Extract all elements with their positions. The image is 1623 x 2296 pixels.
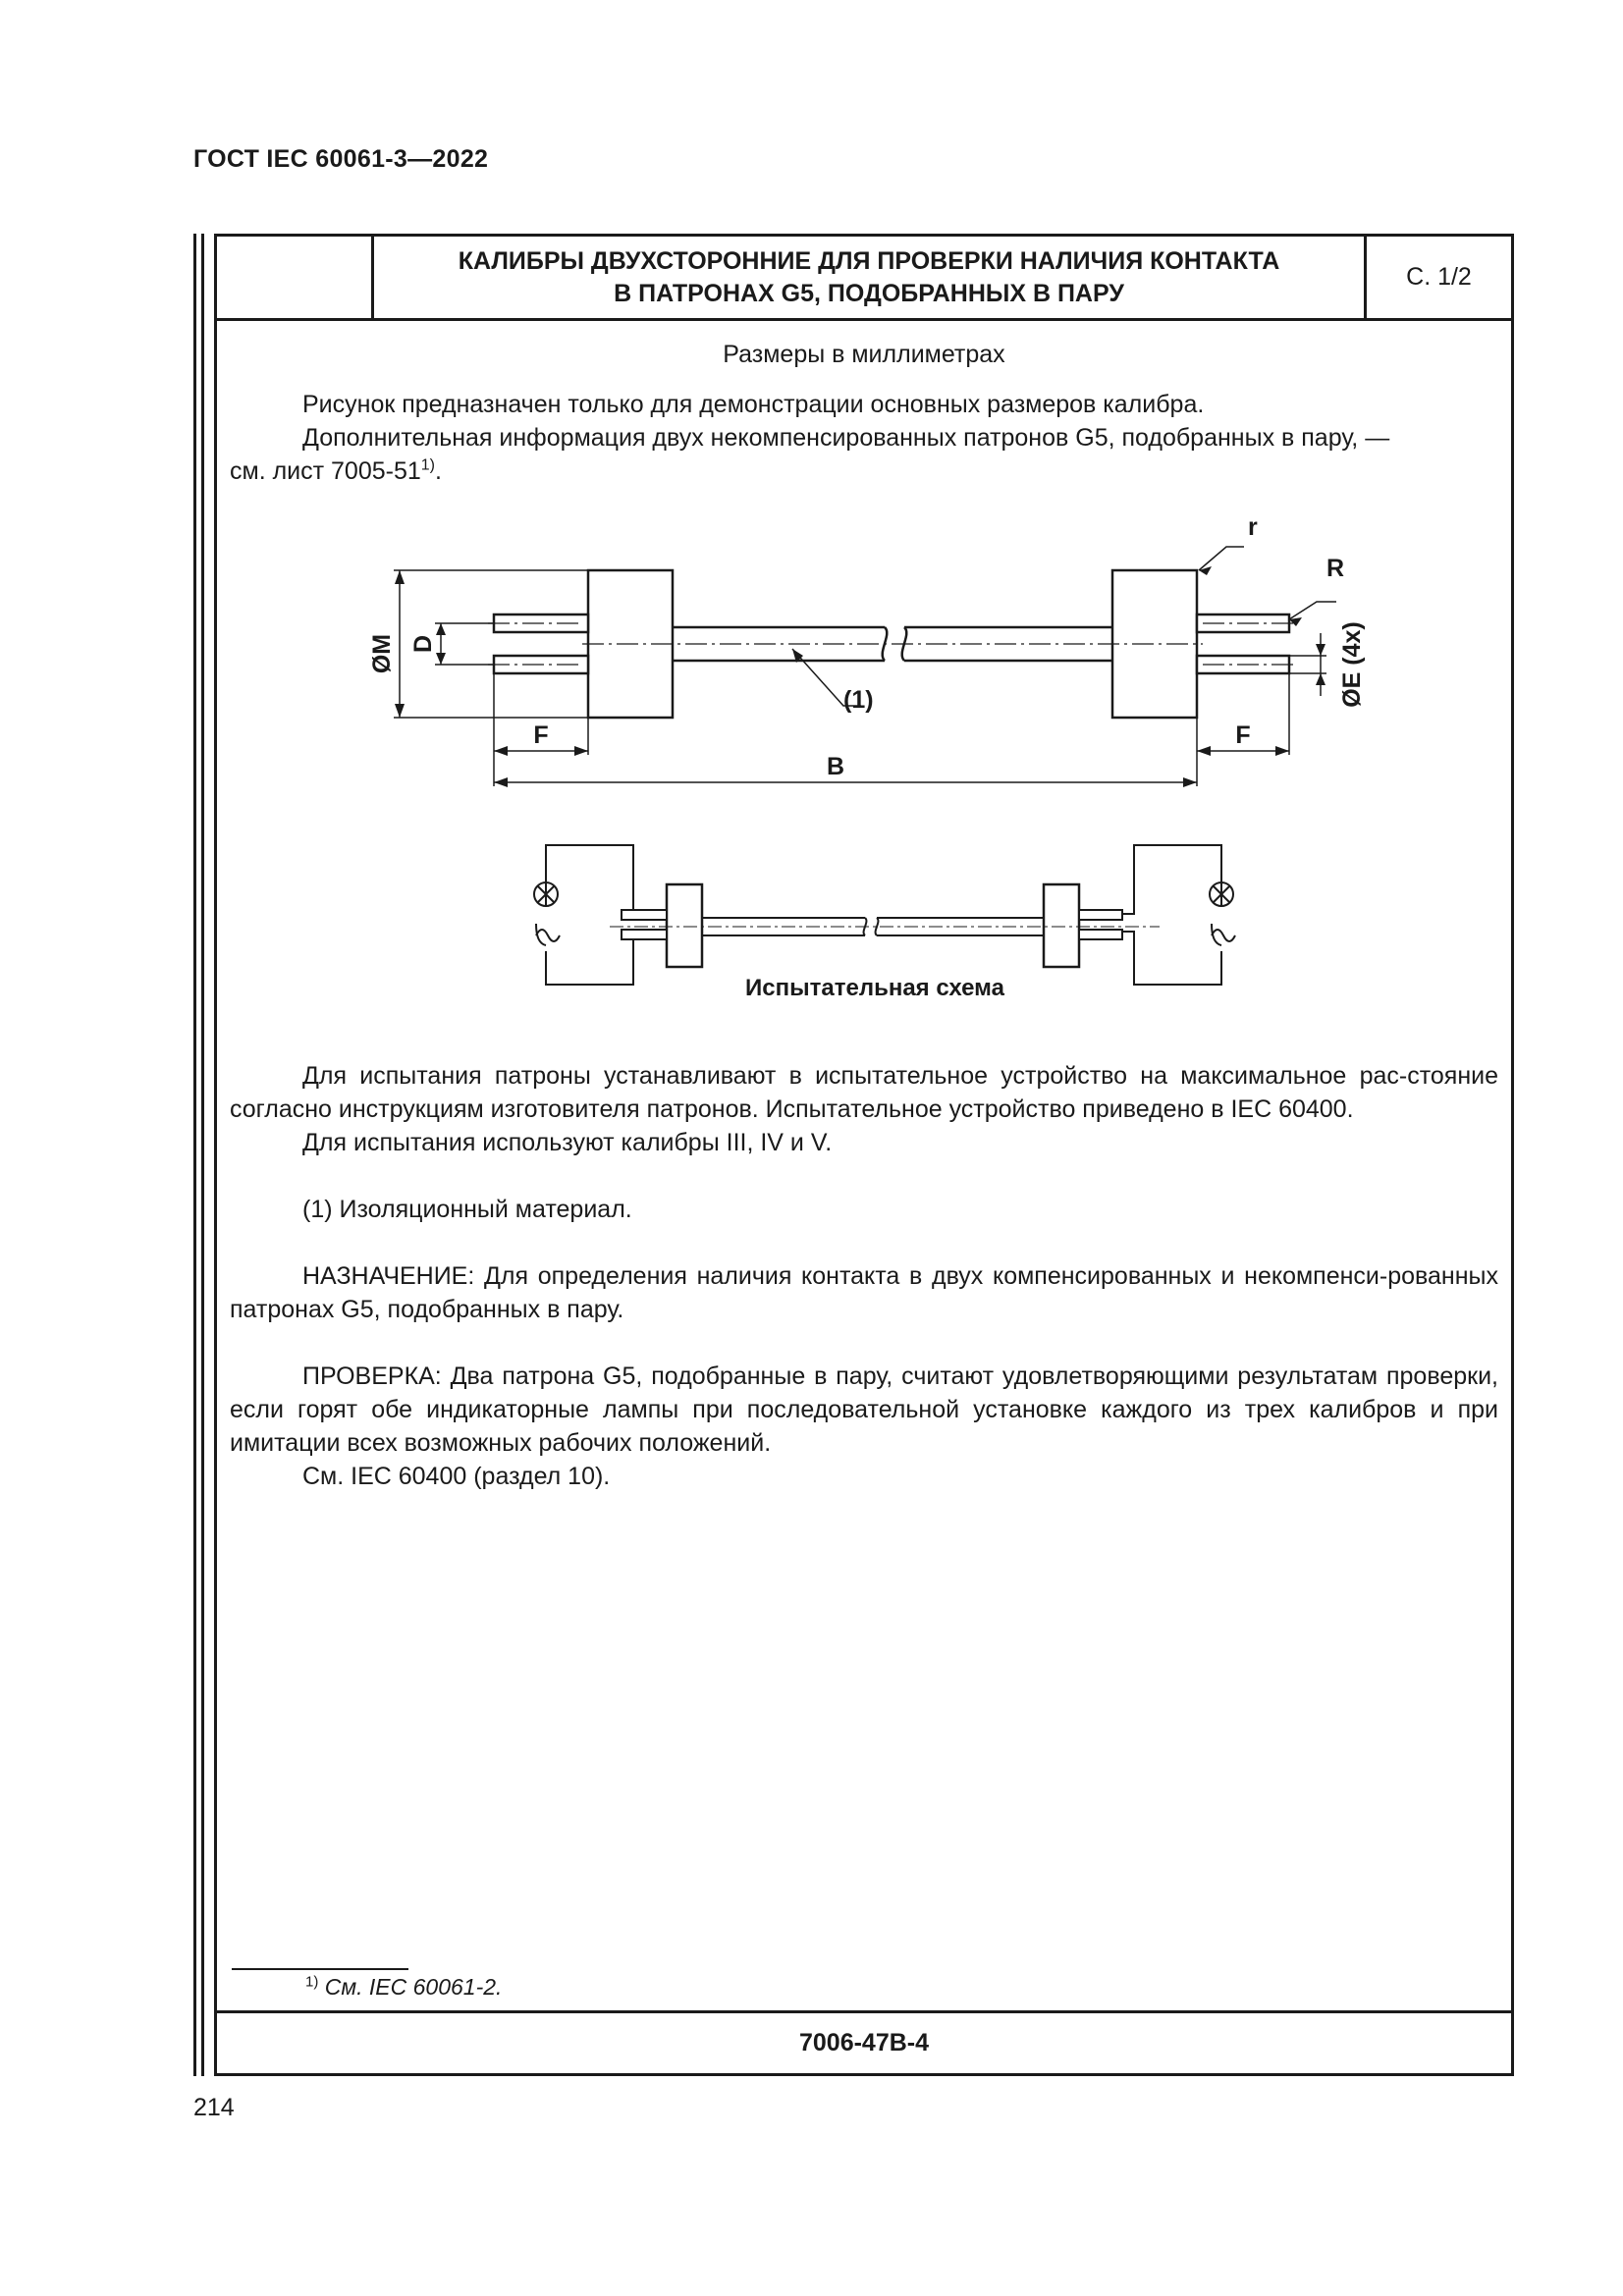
leader-r — [1199, 547, 1244, 570]
label-insulation: (1) — [843, 686, 874, 714]
body-text — [230, 1059, 1498, 1493]
sheet-title-line-2: В ПАТРОНАХ G5, ПОДОБРАННЫХ В ПАРУ — [614, 279, 1124, 307]
label-f-right: F — [1235, 721, 1251, 749]
footnote-text: См. IEC 60061-2. — [324, 1974, 503, 2000]
binding-line — [193, 234, 196, 2076]
body-paragraph-6: См. IEC 60400 (раздел 10). — [302, 1463, 611, 1490]
standard-header: ГОСТ IEC 60061-3—2022 — [193, 145, 489, 173]
body-paragraph-4: НАЗНАЧЕНИЕ: Для определения наличия контакта в двух компенсированных и некомпенси-рованных патронах G5, подобранных в пару. — [230, 1262, 1498, 1323]
footnote — [305, 1974, 502, 2001]
label-f-left: F — [533, 721, 549, 749]
gauge-drawing — [217, 237, 1511, 1041]
period: . — [435, 457, 442, 485]
footnote-mark: 1) — [305, 1973, 319, 1991]
label-d: D — [409, 634, 437, 654]
sheet-code: 7006-47B-4 — [217, 2010, 1511, 2073]
label-r-small: r — [1248, 513, 1258, 541]
label-e: ØE (4x) — [1338, 621, 1366, 708]
test-left-body — [667, 884, 702, 967]
body-paragraph-1: Для испытания патроны устанавливают в испытательное устройство на максимальное рас-стояние согласно инструкциям изготовителя патронов. Испытательное устройство приведено в IEC 60400. — [230, 1062, 1498, 1123]
dimensions-note: Размеры в миллиметрах — [723, 341, 1005, 368]
sheet-reference: см. лист 7005-51 — [230, 457, 421, 485]
label-b: B — [826, 753, 845, 780]
sheet-page-indicator: С. 1/2 — [1364, 237, 1511, 318]
sheet-title-line-1: КАЛИБРЫ ДВУХСТОРОННИЕ ДЛЯ ПРОВЕРКИ НАЛИЧИЯ КОНТАКТА — [458, 246, 1280, 275]
footnote-mark: 1) — [420, 456, 436, 474]
test-right-body — [1044, 884, 1079, 967]
label-r-large: R — [1326, 555, 1345, 582]
intro-paragraph-2-text: Дополнительная информация двух некомпенсированных патронов G5, подобранных в пару, — — [302, 424, 1390, 452]
circuit-right-wire — [1122, 845, 1221, 914]
test-scheme-caption: Испытательная схема — [745, 975, 1004, 1001]
body-paragraph-5: ПРОВЕРКА: Два патрона G5, подобранные в пару, считают удовлетворяющими результатам проверки, если горят обе индикаторные лампы при последовательной установке каждого из трех калибров и при имитации всех возможных рабочих положений. — [230, 1362, 1498, 1457]
intro-paragraph-1: Рисунок предназначен только для демонстрации основных размеров калибра. — [302, 391, 1205, 418]
footnote-rule — [232, 1968, 408, 1970]
binding-line — [201, 234, 204, 2076]
sheet-frame — [214, 234, 1514, 2076]
leader-upper-r — [1289, 602, 1336, 619]
circuit-right-wire-lower — [1122, 932, 1221, 985]
label-m: ØM — [368, 633, 396, 674]
body-paragraph-3: (1) Изоляционный материал. — [302, 1196, 632, 1223]
circuit-left-wire-lower — [546, 932, 633, 985]
body-paragraph-2: Для испытания используют калибры III, IV и V. — [302, 1129, 833, 1156]
page-number: 214 — [193, 2094, 235, 2121]
circuit-left-wire — [546, 845, 633, 914]
